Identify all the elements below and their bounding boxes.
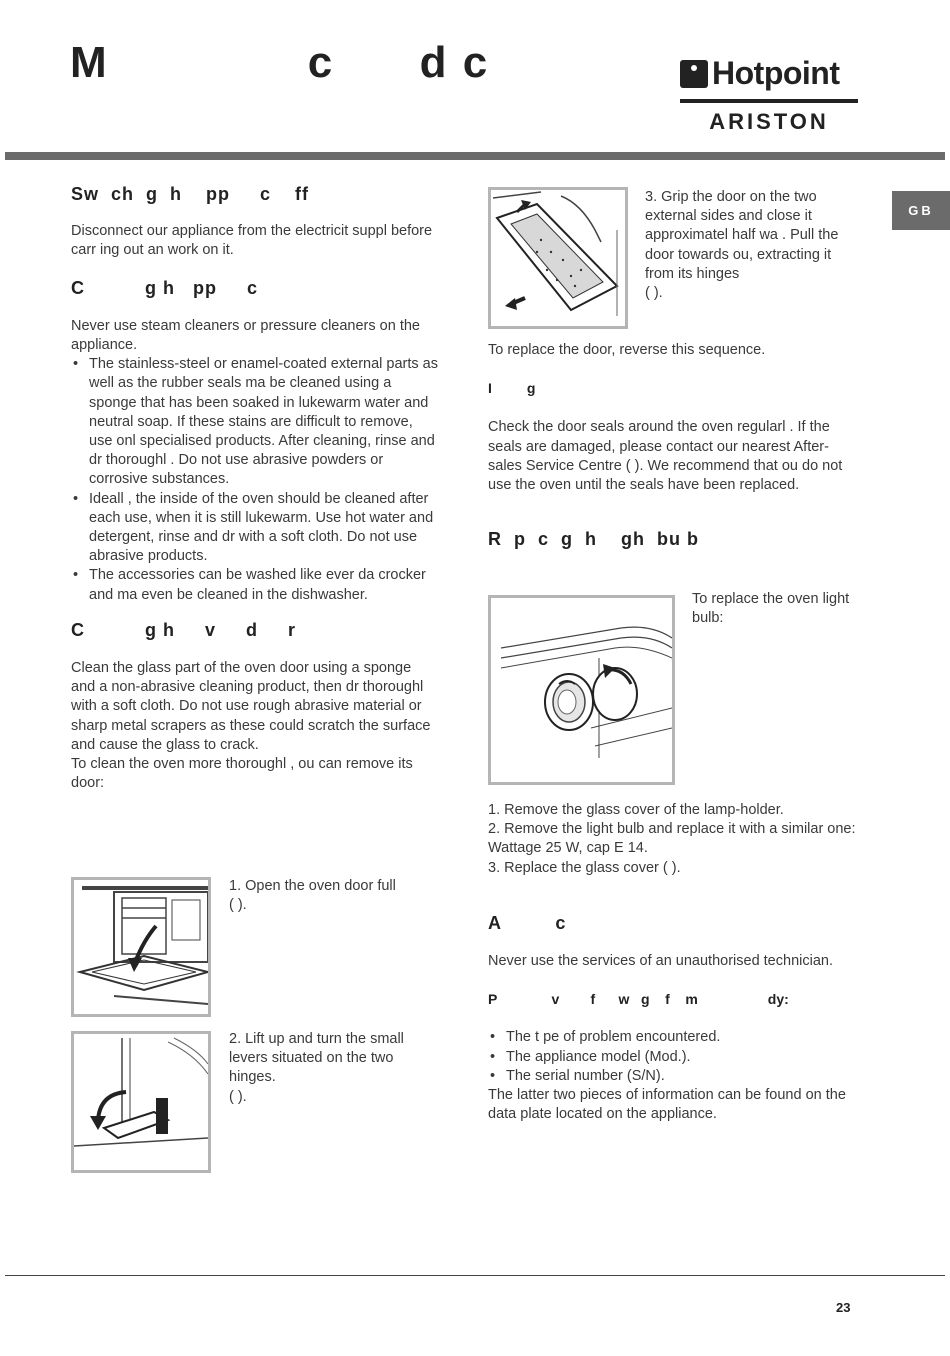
step-2-text: 2. Lift up and turn the small levers situated on the two hinges. <box>229 1031 404 1086</box>
step-1-text: 1. Open the oven door full <box>229 878 396 894</box>
light-bulb-illustration <box>491 598 672 782</box>
section-heading-cleaning-appliance: C g h pp c <box>71 277 259 298</box>
section-heading-cleaning-door: C g h v d r <box>71 619 297 640</box>
section-heading-switching-off: Sw ch g h pp c ff <box>71 184 310 204</box>
language-tab: GB <box>892 191 950 230</box>
switching-off-text: Disconnect our appliance from the electricit suppl before carr ing out an work on it. <box>71 223 433 259</box>
logo-square-icon <box>680 60 708 88</box>
list-item: • The t pe of problem encountered. <box>488 1028 860 1047</box>
assistance-text-2: The latter two pieces of information can be found on the data plate located on the appliance. <box>488 1087 846 1123</box>
step-3-text: 3. Grip the door on the two external sides and close it approximatel half wa . Pull the door towards ou, extracting it from its hinges <box>645 189 839 282</box>
left-column <box>71 185 439 793</box>
assistance-subheading: P v f w g f m dy: <box>488 991 789 1008</box>
figure-remove-door <box>488 187 628 329</box>
list-item: • The accessories can be washed like ever da crocker and ma even be cleaned in the dishwasher. <box>71 566 439 604</box>
cleaning-door-text-2: To clean the oven more thoroughl , ou can remove its door: <box>71 756 413 792</box>
bulb-intro <box>692 590 860 628</box>
cleaning-door-text: Clean the glass part of the oven door using a sponge and a non-abrasive cleaning product, then dr thoroughl with a soft cloth. Do not use rough abrasive material or sharp metal scrapers as these could scratch the surface and cause the glass to crack. <box>71 660 431 753</box>
footer-rule <box>5 1275 945 1276</box>
section-heading-inspecting-seals: I g <box>488 380 536 397</box>
assistance-text: Never use the services of an unauthorised technician. <box>488 953 833 970</box>
section-heading-assistance: A c <box>488 912 567 933</box>
section-heading-replacing-bulb: R p c g h gh bu b <box>488 529 699 550</box>
list-item: • The serial number (S/N). <box>488 1067 860 1086</box>
cleaning-bullets <box>71 355 439 605</box>
bulb-step-3: 3. Replace the glass cover ( ). <box>488 859 681 876</box>
replace-door-text: To replace the door, reverse this sequence. <box>488 342 766 358</box>
list-item: • The appliance model (Mod.). <box>488 1048 860 1067</box>
remove-door-illustration <box>491 190 625 326</box>
brand-name: Hotpoint <box>712 55 840 91</box>
step-2 <box>229 1030 439 1107</box>
list-item: • The stainless-steel or enamel-coated external parts as well as the rubber seals ma be cleaned using a sponge that has been soaked in lukewarm water and neutral soap. If these stains are difficult to remove, use onl specialised products. After cleaning, rinse and dr thoroughl . Do not use abrasive powders or corrosive substances. <box>71 355 439 489</box>
figure-hinge-levers <box>71 1031 211 1173</box>
step-3 <box>645 188 860 303</box>
step-1 <box>229 877 439 915</box>
bulb-step-1: 1. Remove the glass cover of the lamp-holder. <box>488 802 784 818</box>
list-item: • Ideall , the inside of the oven should be cleaned after each use, when it is still lukewarm. Use hot water and detergent, rinse and dr with a soft cloth. Do not use abrasive products. <box>71 490 439 567</box>
brand-logo <box>680 55 860 135</box>
bulb-step-2: 2. Remove the light bulb and replace it with a similar one: Wattage 25 W, cap E 14. <box>488 821 856 857</box>
assistance-bullets <box>488 1028 860 1086</box>
figure-open-door <box>71 877 211 1017</box>
bulb-intro-text: To replace the oven light bulb: <box>692 591 850 627</box>
open-door-illustration <box>74 880 208 1014</box>
page-title: M c d c <box>70 38 490 87</box>
header-rule <box>5 152 945 160</box>
right-column-upper <box>488 341 860 549</box>
hinge-lever-illustration <box>74 1034 208 1170</box>
cleaning-intro: Never use steam cleaners or pressure cleaners on the appliance. <box>71 317 420 354</box>
step-3-ref: ( ). <box>645 285 663 302</box>
step-1-ref: ( ). <box>229 897 247 914</box>
page-number: 23 <box>836 1300 851 1315</box>
right-column-lower <box>488 801 860 1124</box>
logo-divider <box>680 99 858 103</box>
inspecting-seals-text: Check the door seals around the oven regularl . If the seals are damaged, please contact our nearest After-sales Service Centre ( ). We recommend that ou do not use the oven until the seals have been replaced. <box>488 419 843 494</box>
step-2-ref: ( ). <box>229 1088 247 1105</box>
brand-subname: ARISTON <box>709 109 829 134</box>
figure-light-bulb <box>488 595 675 785</box>
